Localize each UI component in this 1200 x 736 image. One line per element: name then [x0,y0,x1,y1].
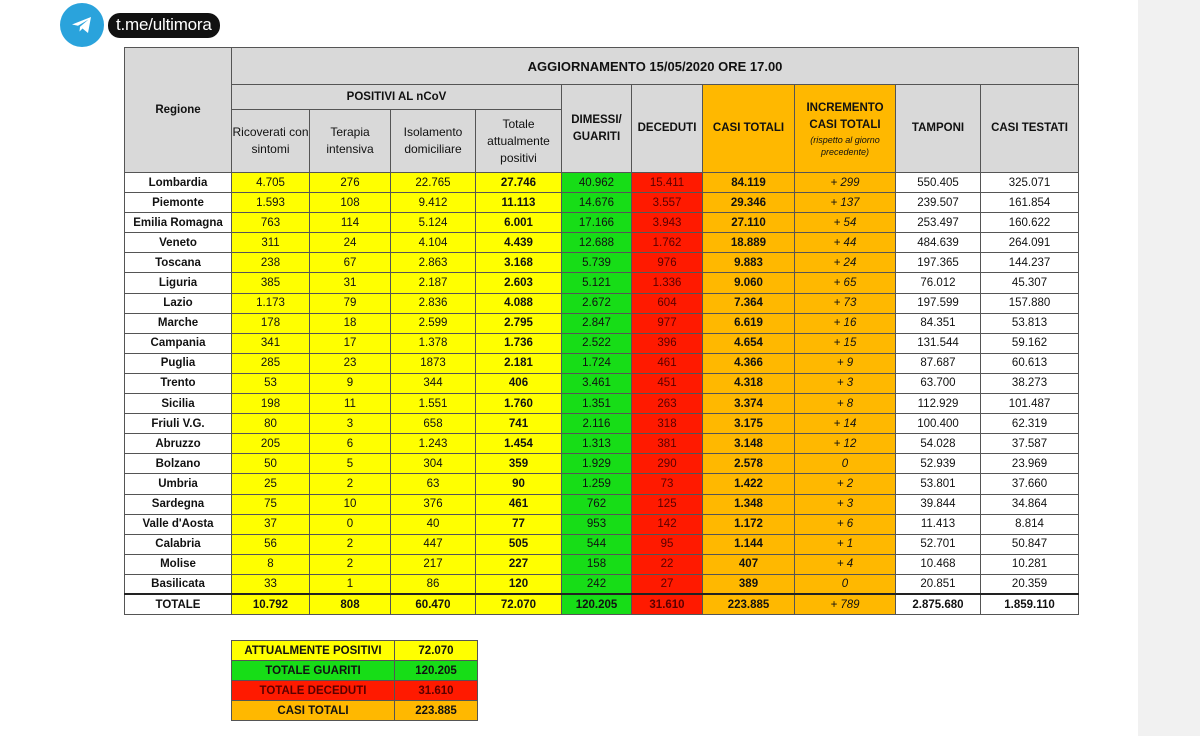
isolamento-cell: 1.243 [391,434,476,454]
guariti-cell: 158 [562,554,632,574]
isolamento-cell: 344 [391,373,476,393]
summary-label: CASI TOTALI [232,701,395,721]
guariti-cell: 953 [562,514,632,534]
table-row [125,213,1079,233]
casi-testati-cell: 53.813 [981,313,1079,333]
ricoverati-cell: 198 [232,394,310,414]
deceduti-cell: 1.336 [632,273,703,293]
table-row [125,574,1079,594]
casi-testati-cell: 34.864 [981,494,1079,514]
tamponi-cell: 52.701 [896,534,981,554]
incremento-cell: + 8 [795,394,896,414]
ricoverati-cell: 763 [232,213,310,233]
totale-positivi-cell: 4.439 [476,233,562,253]
isolamento-cell: 4.104 [391,233,476,253]
deceduti-cell: 142 [632,514,703,534]
deceduti-cell: 3.557 [632,193,703,213]
table-row [125,394,1079,414]
tamponi-cell: 10.468 [896,554,981,574]
isolamento-cell: 5.124 [391,213,476,233]
deceduti-cell: 263 [632,394,703,414]
header-update: AGGIORNAMENTO 15/05/2020 ORE 17.00 [232,48,1079,85]
isolamento-cell: 1873 [391,353,476,373]
region-cell: Friuli V.G. [125,414,232,434]
ricoverati-cell: 238 [232,253,310,273]
region-cell: Sardegna [125,494,232,514]
terapia-cell: 9 [310,373,391,393]
casi-totali-cell: 407 [703,554,795,574]
ricoverati-cell: 1.173 [232,293,310,313]
incremento-cell: + 6 [795,514,896,534]
totale-positivi-cell: 741 [476,414,562,434]
casi-testati-cell: 62.319 [981,414,1079,434]
casi-testati-cell: 161.854 [981,193,1079,213]
terapia-cell: 276 [310,173,391,193]
telegram-icon [60,3,104,47]
ricoverati-cell: 205 [232,434,310,454]
terapia-cell: 108 [310,193,391,213]
casi-totali-cell: 27.110 [703,213,795,233]
terapia-cell: 23 [310,353,391,373]
ricoverati-cell: 37 [232,514,310,534]
terapia-cell: 67 [310,253,391,273]
incremento-cell: + 15 [795,333,896,353]
casi-totali-cell: 1.422 [703,474,795,494]
guariti-cell: 12.688 [562,233,632,253]
casi-totali-cell: 4.654 [703,333,795,353]
header-deceduti: DECEDUTI [632,85,703,173]
tamponi-cell: 112.929 [896,394,981,414]
casi-testati-cell: 23.969 [981,454,1079,474]
ricoverati-cell: 4.705 [232,173,310,193]
deceduti-cell: 95 [632,534,703,554]
incremento-cell: 0 [795,454,896,474]
region-cell: Umbria [125,474,232,494]
casi-testati-cell: 101.487 [981,394,1079,414]
tamponi-cell: 11.413 [896,514,981,534]
incremento-cell: 0 [795,574,896,594]
casi-totali-cell: 84.119 [703,173,795,193]
deceduti-cell: 1.762 [632,233,703,253]
ricoverati-cell: 10.792 [232,594,310,614]
table-row [125,373,1079,393]
casi-testati-cell: 10.281 [981,554,1079,574]
tamponi-cell: 84.351 [896,313,981,333]
isolamento-cell: 1.378 [391,333,476,353]
totale-positivi-cell: 3.168 [476,253,562,273]
deceduti-cell: 461 [632,353,703,373]
terapia-cell: 6 [310,434,391,454]
totale-positivi-cell: 4.088 [476,293,562,313]
ricoverati-cell: 1.593 [232,193,310,213]
region-cell: Molise [125,554,232,574]
region-cell: Puglia [125,353,232,373]
casi-totali-cell: 9.060 [703,273,795,293]
ricoverati-cell: 385 [232,273,310,293]
header-totale-positivi: Totale attualmente positivi [476,110,562,173]
total-row [125,594,1079,614]
deceduti-cell: 22 [632,554,703,574]
totale-positivi-cell: 2.603 [476,273,562,293]
casi-totali-cell: 389 [703,574,795,594]
guariti-cell: 120.205 [562,594,632,614]
totale-positivi-cell: 11.113 [476,193,562,213]
tamponi-cell: 87.687 [896,353,981,373]
guariti-cell: 1.259 [562,474,632,494]
region-cell: Veneto [125,233,232,253]
header-ricoverati: Ricoverati con sintomi [232,110,310,173]
casi-totali-cell: 2.578 [703,454,795,474]
deceduti-cell: 31.610 [632,594,703,614]
totale-positivi-cell: 2.795 [476,313,562,333]
region-cell: Marche [125,313,232,333]
table-row [125,273,1079,293]
totale-positivi-cell: 359 [476,454,562,474]
totale-positivi-cell: 6.001 [476,213,562,233]
casi-testati-cell: 160.622 [981,213,1079,233]
source-watermark [60,3,220,47]
isolamento-cell: 2.836 [391,293,476,313]
incremento-cell: + 65 [795,273,896,293]
summary-value: 31.610 [395,681,478,701]
tamponi-cell: 39.844 [896,494,981,514]
tamponi-cell: 76.012 [896,273,981,293]
incremento-cell: + 2 [795,474,896,494]
tamponi-cell: 253.497 [896,213,981,233]
totale-positivi-cell: 1.760 [476,394,562,414]
isolamento-cell: 447 [391,534,476,554]
region-cell: Calabria [125,534,232,554]
casi-totali-cell: 4.318 [703,373,795,393]
casi-testati-cell: 157.880 [981,293,1079,313]
isolamento-cell: 86 [391,574,476,594]
summary-label: ATTUALMENTE POSITIVI [232,641,395,661]
guariti-cell: 544 [562,534,632,554]
guariti-cell: 1.351 [562,394,632,414]
region-cell: Piemonte [125,193,232,213]
deceduti-cell: 604 [632,293,703,313]
casi-testati-cell: 38.273 [981,373,1079,393]
tamponi-cell: 20.851 [896,574,981,594]
terapia-cell: 24 [310,233,391,253]
guariti-cell: 14.676 [562,193,632,213]
casi-totali-cell: 9.883 [703,253,795,273]
ricoverati-cell: 178 [232,313,310,333]
totale-positivi-cell: 27.746 [476,173,562,193]
summary-row [232,681,478,701]
header-isolamento: Isolamento domiciliare [391,110,476,173]
isolamento-cell: 40 [391,514,476,534]
table-row [125,474,1079,494]
terapia-cell: 17 [310,333,391,353]
terapia-cell: 0 [310,514,391,534]
ricoverati-cell: 33 [232,574,310,594]
region-cell: Lazio [125,293,232,313]
table-row [125,514,1079,534]
table-row [125,554,1079,574]
tamponi-cell: 54.028 [896,434,981,454]
totale-positivi-cell: 72.070 [476,594,562,614]
incremento-cell: + 1 [795,534,896,554]
isolamento-cell: 9.412 [391,193,476,213]
table-body [125,173,1079,615]
ricoverati-cell: 8 [232,554,310,574]
casi-totali-cell: 223.885 [703,594,795,614]
casi-totali-cell: 3.148 [703,434,795,454]
table-row [125,313,1079,333]
totale-positivi-cell: 1.736 [476,333,562,353]
casi-testati-cell: 59.162 [981,333,1079,353]
guariti-cell: 17.166 [562,213,632,233]
isolamento-cell: 2.863 [391,253,476,273]
deceduti-cell: 318 [632,414,703,434]
guariti-cell: 5.121 [562,273,632,293]
summary-value: 223.885 [395,701,478,721]
region-cell: Liguria [125,273,232,293]
table-row [125,233,1079,253]
header-terapia: Terapia intensiva [310,110,391,173]
region-cell: Abruzzo [125,434,232,454]
tamponi-cell: 52.939 [896,454,981,474]
tamponi-cell: 239.507 [896,193,981,213]
guariti-cell: 762 [562,494,632,514]
totale-positivi-cell: 406 [476,373,562,393]
casi-testati-cell: 50.847 [981,534,1079,554]
isolamento-cell: 2.599 [391,313,476,333]
header-casi-totali: CASI TOTALI [703,85,795,173]
guariti-cell: 3.461 [562,373,632,393]
table-row [125,353,1079,373]
header-region: Regione [125,48,232,173]
guariti-cell: 1.724 [562,353,632,373]
casi-testati-cell: 60.613 [981,353,1079,373]
incremento-cell: + 12 [795,434,896,454]
casi-testati-cell: 37.587 [981,434,1079,454]
incremento-cell: + 24 [795,253,896,273]
source-label: t.me/ultimora [108,13,220,38]
region-cell: Lombardia [125,173,232,193]
guariti-cell: 40.962 [562,173,632,193]
table-row [125,434,1079,454]
totale-positivi-cell: 90 [476,474,562,494]
casi-testati-cell: 325.071 [981,173,1079,193]
tamponi-cell: 131.544 [896,333,981,353]
deceduti-cell: 451 [632,373,703,393]
terapia-cell: 11 [310,394,391,414]
deceduti-cell: 381 [632,434,703,454]
casi-totali-cell: 7.364 [703,293,795,313]
terapia-cell: 114 [310,213,391,233]
table-row [125,193,1079,213]
isolamento-cell: 2.187 [391,273,476,293]
region-cell: Emilia Romagna [125,213,232,233]
tamponi-cell: 197.365 [896,253,981,273]
ricoverati-cell: 80 [232,414,310,434]
deceduti-cell: 396 [632,333,703,353]
incremento-cell: + 789 [795,594,896,614]
tamponi-cell: 484.639 [896,233,981,253]
terapia-cell: 18 [310,313,391,333]
tamponi-cell: 100.400 [896,414,981,434]
casi-testati-cell: 20.359 [981,574,1079,594]
summary-row [232,641,478,661]
casi-testati-cell: 8.814 [981,514,1079,534]
region-cell: Toscana [125,253,232,273]
incremento-cell: + 54 [795,213,896,233]
ricoverati-cell: 50 [232,454,310,474]
terapia-cell: 2 [310,534,391,554]
casi-totali-cell: 29.346 [703,193,795,213]
incremento-cell: + 4 [795,554,896,574]
tamponi-cell: 53.801 [896,474,981,494]
table-row [125,494,1079,514]
ricoverati-cell: 311 [232,233,310,253]
incremento-cell: + 16 [795,313,896,333]
summary-value: 120.205 [395,661,478,681]
region-cell: Bolzano [125,454,232,474]
covid-data-table [124,47,1079,615]
header-incremento-title: INCREMENTO CASI TOTALI [806,101,884,131]
totale-positivi-cell: 227 [476,554,562,574]
deceduti-cell: 15.411 [632,173,703,193]
casi-totali-cell: 1.348 [703,494,795,514]
summary-value: 72.070 [395,641,478,661]
totale-positivi-cell: 120 [476,574,562,594]
incremento-cell: + 299 [795,173,896,193]
guariti-cell: 242 [562,574,632,594]
deceduti-cell: 27 [632,574,703,594]
terapia-cell: 79 [310,293,391,313]
totale-positivi-cell: 77 [476,514,562,534]
guariti-cell: 2.847 [562,313,632,333]
casi-totali-cell: 6.619 [703,313,795,333]
terapia-cell: 2 [310,474,391,494]
tamponi-cell: 2.875.680 [896,594,981,614]
guariti-cell: 1.313 [562,434,632,454]
isolamento-cell: 217 [391,554,476,574]
casi-totali-cell: 1.144 [703,534,795,554]
deceduti-cell: 3.943 [632,213,703,233]
incremento-cell: + 3 [795,373,896,393]
casi-testati-cell: 144.237 [981,253,1079,273]
region-cell: Sicilia [125,394,232,414]
ricoverati-cell: 53 [232,373,310,393]
summary-row [232,661,478,681]
region-cell: Campania [125,333,232,353]
casi-totali-cell: 3.374 [703,394,795,414]
background-strip [1138,0,1200,736]
guariti-cell: 1.929 [562,454,632,474]
isolamento-cell: 63 [391,474,476,494]
terapia-cell: 808 [310,594,391,614]
summary-label: TOTALE GUARITI [232,661,395,681]
summary-body [232,641,478,721]
table-row [125,253,1079,273]
header-positivi-group: POSITIVI AL nCoV [232,85,562,110]
totale-positivi-cell: 461 [476,494,562,514]
table-row [125,293,1079,313]
isolamento-cell: 304 [391,454,476,474]
casi-totali-cell: 3.175 [703,414,795,434]
incremento-cell: + 9 [795,353,896,373]
deceduti-cell: 73 [632,474,703,494]
table-row [125,414,1079,434]
tamponi-cell: 63.700 [896,373,981,393]
isolamento-cell: 658 [391,414,476,434]
totale-positivi-cell: 2.181 [476,353,562,373]
isolamento-cell: 1.551 [391,394,476,414]
table-row [125,173,1079,193]
incremento-cell: + 44 [795,233,896,253]
casi-totali-cell: 4.366 [703,353,795,373]
deceduti-cell: 290 [632,454,703,474]
ricoverati-cell: 285 [232,353,310,373]
header-dimessi: DIMESSI/ GUARITI [562,85,632,173]
casi-testati-cell: 37.660 [981,474,1079,494]
terapia-cell: 5 [310,454,391,474]
casi-testati-cell: 264.091 [981,233,1079,253]
terapia-cell: 10 [310,494,391,514]
ricoverati-cell: 25 [232,474,310,494]
table-row [125,333,1079,353]
ricoverati-cell: 341 [232,333,310,353]
terapia-cell: 2 [310,554,391,574]
guariti-cell: 2.672 [562,293,632,313]
totale-positivi-cell: 1.454 [476,434,562,454]
incremento-cell: + 137 [795,193,896,213]
region-cell: Trento [125,373,232,393]
ricoverati-cell: 75 [232,494,310,514]
guariti-cell: 2.116 [562,414,632,434]
deceduti-cell: 125 [632,494,703,514]
tamponi-cell: 197.599 [896,293,981,313]
incremento-cell: + 3 [795,494,896,514]
deceduti-cell: 976 [632,253,703,273]
terapia-cell: 31 [310,273,391,293]
summary-label: TOTALE DECEDUTI [232,681,395,701]
incremento-cell: + 14 [795,414,896,434]
header-casi-testati: CASI TESTATI [981,85,1079,173]
casi-totali-cell: 18.889 [703,233,795,253]
header-tamponi: TAMPONI [896,85,981,173]
incremento-cell: + 73 [795,293,896,313]
casi-totali-cell: 1.172 [703,514,795,534]
totale-positivi-cell: 505 [476,534,562,554]
table-row [125,534,1079,554]
table-row [125,454,1079,474]
ricoverati-cell: 56 [232,534,310,554]
region-cell: TOTALE [125,594,232,614]
header-incremento-note: (rispetto al giorno precedente) [810,134,880,157]
casi-testati-cell: 1.859.110 [981,594,1079,614]
region-cell: Basilicata [125,574,232,594]
isolamento-cell: 60.470 [391,594,476,614]
terapia-cell: 1 [310,574,391,594]
deceduti-cell: 977 [632,313,703,333]
isolamento-cell: 22.765 [391,173,476,193]
region-cell: Valle d'Aosta [125,514,232,534]
summary-row [232,701,478,721]
guariti-cell: 2.522 [562,333,632,353]
isolamento-cell: 376 [391,494,476,514]
tamponi-cell: 550.405 [896,173,981,193]
guariti-cell: 5.739 [562,253,632,273]
casi-testati-cell: 45.307 [981,273,1079,293]
terapia-cell: 3 [310,414,391,434]
summary-table [231,640,478,721]
header-incremento [795,85,896,173]
